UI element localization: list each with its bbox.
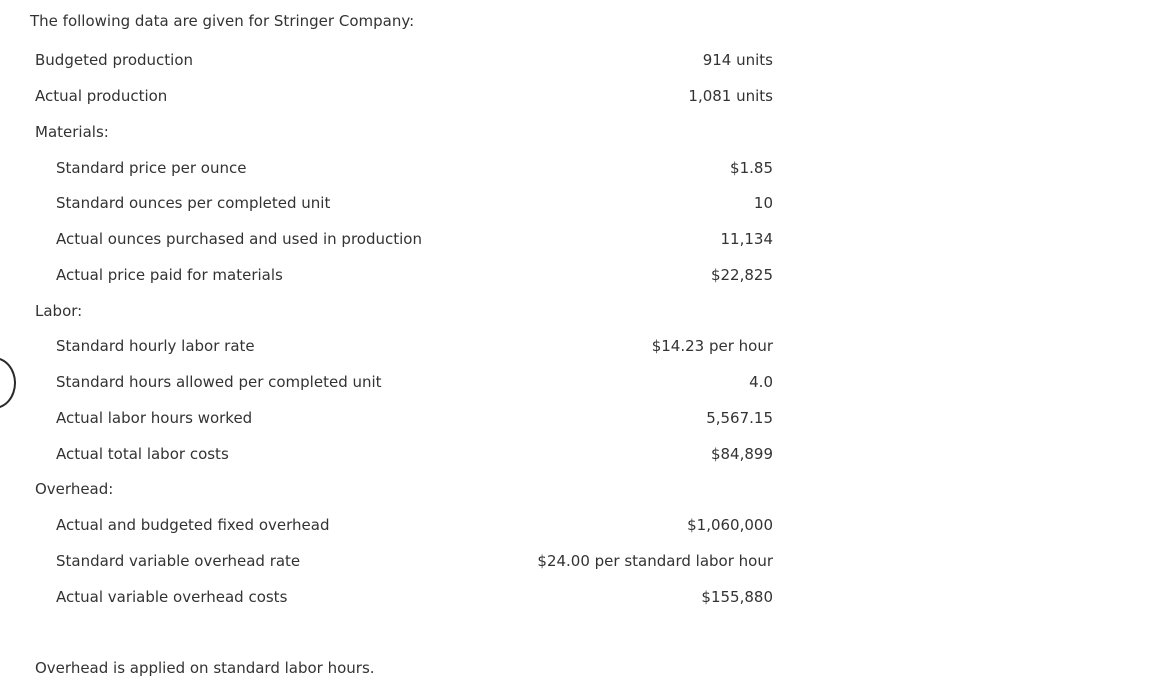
table-row <box>0 516 1156 536</box>
table-row <box>0 194 1156 214</box>
row-label: Actual and budgeted fixed overhead <box>56 516 330 534</box>
row-value: $1,060,000 <box>687 516 773 534</box>
row-value: 10 <box>753 194 773 212</box>
table-row <box>0 373 1156 393</box>
table-row <box>0 51 1156 71</box>
section-heading-overhead <box>0 480 1156 500</box>
row-value: 1,081 units <box>688 87 773 105</box>
row-label: Actual variable overhead costs <box>56 588 288 606</box>
row-label: Standard ounces per completed unit <box>56 194 331 212</box>
table-row <box>0 552 1156 572</box>
row-label: Actual total labor costs <box>56 445 229 463</box>
table-row <box>0 230 1156 250</box>
row-value: 914 units <box>702 51 773 69</box>
section-heading-labor <box>0 302 1156 322</box>
row-label: Actual price paid for materials <box>56 266 283 284</box>
section-label: Materials: <box>35 123 109 141</box>
table-row <box>0 159 1156 179</box>
section-label: Labor: <box>35 302 83 320</box>
section-label: Overhead: <box>35 480 114 498</box>
row-label: Standard variable overhead rate <box>56 552 301 570</box>
row-value: $24.00 per standard labor hour <box>537 552 773 570</box>
row-label: Standard hours allowed per completed unit <box>56 373 382 391</box>
row-value: $84,899 <box>710 445 773 463</box>
row-value: $155,880 <box>701 588 773 606</box>
row-value: $22,825 <box>710 266 773 284</box>
row-value: 4.0 <box>749 373 773 391</box>
row-label: Actual production <box>35 87 168 105</box>
table-row <box>0 409 1156 429</box>
row-label: Actual ounces purchased and used in production <box>56 230 422 248</box>
intro-text: The following data are given for Stringer Company: <box>30 12 415 30</box>
row-label: Standard price per ounce <box>56 159 247 177</box>
table-row <box>0 337 1156 357</box>
row-label: Actual labor hours worked <box>56 409 253 427</box>
footer-note: Overhead is applied on standard labor hours. <box>35 659 375 677</box>
table-row <box>0 266 1156 286</box>
row-value: $14.23 per hour <box>651 337 773 355</box>
table-row <box>0 87 1156 107</box>
section-heading-materials <box>0 123 1156 143</box>
row-label: Standard hourly labor rate <box>56 337 255 355</box>
row-value: $1.85 <box>730 159 773 177</box>
table-row <box>0 445 1156 465</box>
row-label: Budgeted production <box>35 51 194 69</box>
table-row <box>0 588 1156 608</box>
row-value: 11,134 <box>720 230 773 248</box>
row-value: 5,567.15 <box>706 409 773 427</box>
